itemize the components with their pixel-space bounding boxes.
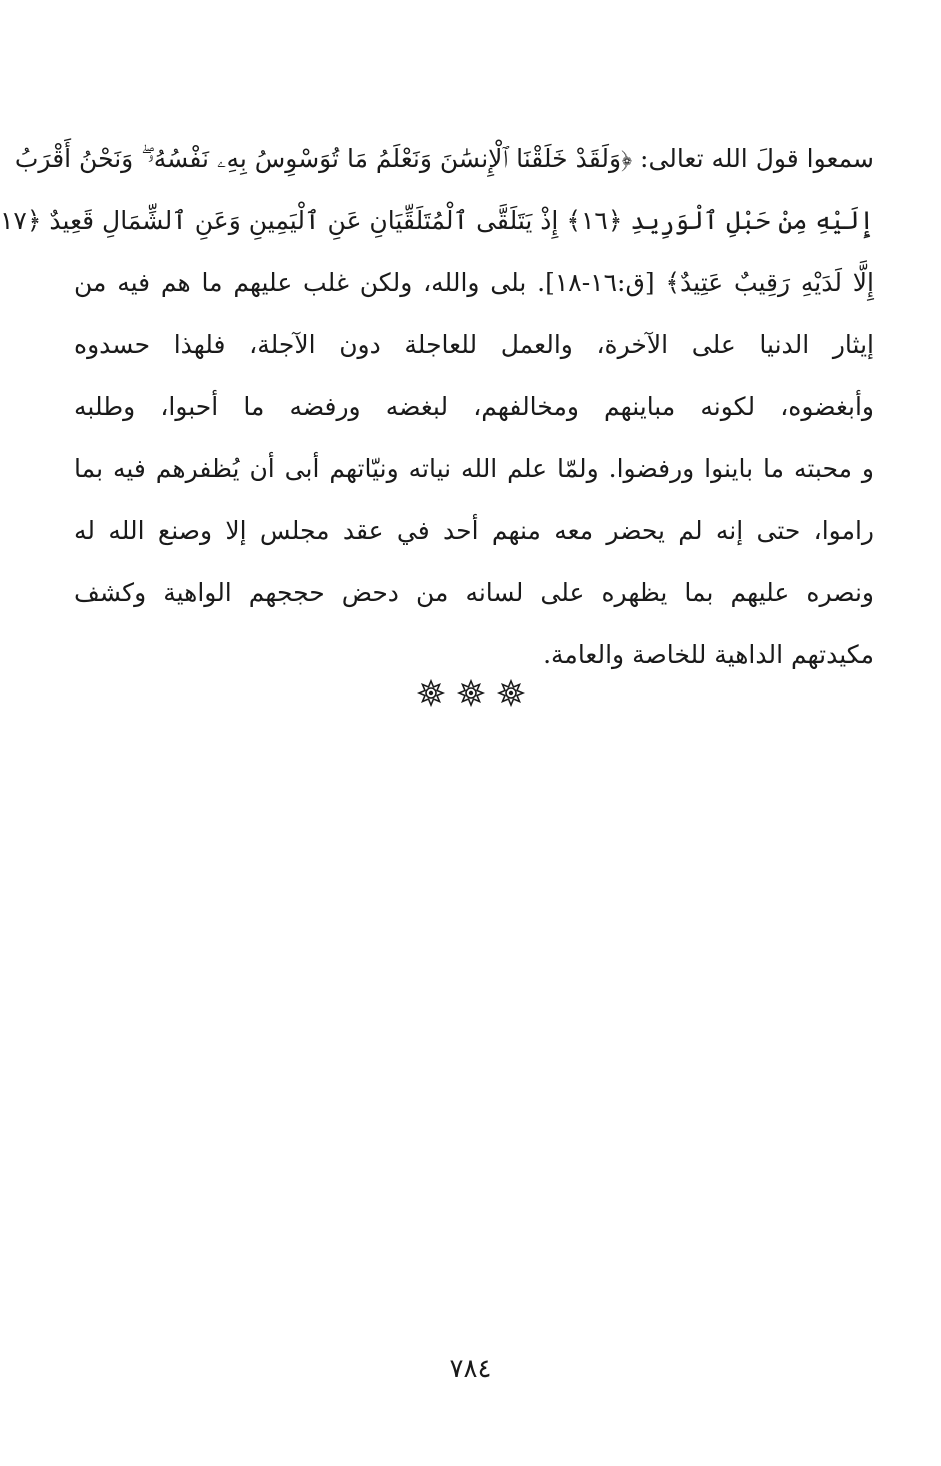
text-line-1: سمعوا قولَ الله تعالى: ﴿وَلَقَدْ خَلَقْنَا ٱلْإِنسَٰنَ وَنَعْلَمُ مَا تُوَسْوِسُ بِهِۦ نَفْسُهُۥ ۖ وَنَحْنُ أَقْرَبُ	[14, 144, 874, 173]
body-text	[0, 128, 874, 686]
text-line-2: إِلَيْهِ مِنْ حَبْلِ ٱلْوَرِيدِ ﴿١٦﴾ إِذْ يَتَلَقَّى ٱلْمُتَلَقِّيَانِ عَنِ ٱلْيَمِينِ وَعَنِ ٱلشِّمَالِ قَعِيدٌ ﴿١٧	[0, 206, 874, 235]
text-line-6: و محبته ما باينوا ورفضوا. ولمّا علم الله نياته ونيّاتهم أبى أن يُظفرهم فيه بما	[74, 454, 874, 483]
text-line-3: إِلَّا لَدَيْهِ رَقِيبٌ عَتِيدٌ﴾ [ق:١٦-١٨]. بلى والله، ولكن غلب عليهم ما هم فيه من	[74, 268, 874, 297]
text-line-7: راموا، حتى إنه لم يحضر معه منهم أحد في عقد مجلس إلا وصنع الله له	[74, 516, 874, 545]
text-line-9: مكيدتهم الداهية للخاصة والعامة.	[543, 640, 874, 669]
section-divider-ornaments	[0, 680, 941, 706]
text-line-5: وأبغضوه، لكونه مباينهم ومخالفهم، لبغضه ورفضه ما أحبوا، وطلبه	[74, 392, 874, 421]
text-line-4: إيثار الدنيا على الآخرة، والعمل للعاجلة دون الآجلة، فلهذا حسدوه	[74, 330, 874, 359]
flower-ornament-icon	[458, 680, 484, 706]
flower-ornament-icon	[498, 680, 524, 706]
flower-ornament-icon	[418, 680, 444, 706]
page-number: ٧٨٤	[449, 1354, 492, 1384]
text-line-8: ونصره عليهم بما يظهره على لسانه من دحض حججهم الواهية وكشف	[74, 578, 874, 607]
